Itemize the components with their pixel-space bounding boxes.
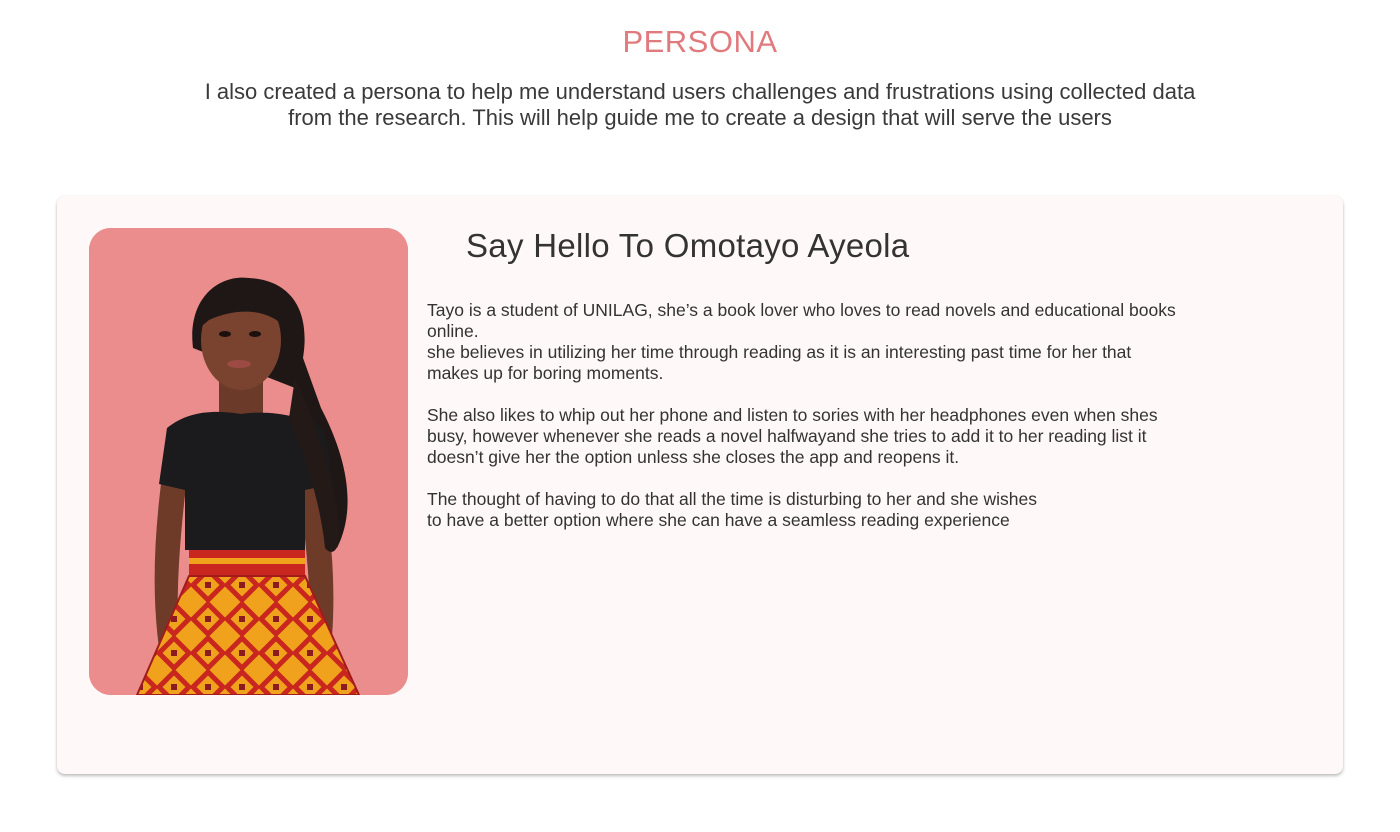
intro-line: I also created a persona to help me understand users challenges and frustrations using collected data: [204, 79, 1196, 104]
bio-line: She also likes to whip out her phone and listen to sories with her headphones even when shes: [427, 405, 1158, 425]
section-title: PERSONA: [622, 24, 778, 59]
bio-line: busy, however whenever she reads a novel halfwayand she tries to add it to her reading list it: [427, 426, 1147, 446]
intro-text: [100, 79, 1300, 131]
bio-line: she believes in utilizing her time through reading as it is an interesting past time for her that: [427, 342, 1132, 362]
persona-photo: [89, 228, 408, 695]
bio-line: doesn’t give her the option unless she closes the app and reopens it.: [427, 447, 960, 467]
bio-line: makes up for boring moments.: [427, 363, 664, 383]
bio-line: to have a better option where she can have a seamless reading experience: [427, 510, 1010, 530]
persona-card: [57, 196, 1343, 774]
bio-paragraph: [427, 405, 1307, 468]
bio-line: online.: [427, 321, 479, 341]
bio-paragraph: [427, 489, 1307, 531]
persona-heading: Say Hello To Omotayo Ayeola: [466, 227, 910, 264]
persona-bio: [427, 300, 1307, 552]
bio-line: Tayo is a student of UNILAG, she’s a book lover who loves to read novels and educational books: [427, 300, 1176, 320]
intro-line: from the research. This will help guide me to create a design that will serve the users: [288, 105, 1112, 130]
person-photo-icon: [89, 228, 408, 695]
bio-paragraph: [427, 300, 1307, 384]
bio-line: The thought of having to do that all the time is disturbing to her and she wishes: [427, 489, 1037, 509]
